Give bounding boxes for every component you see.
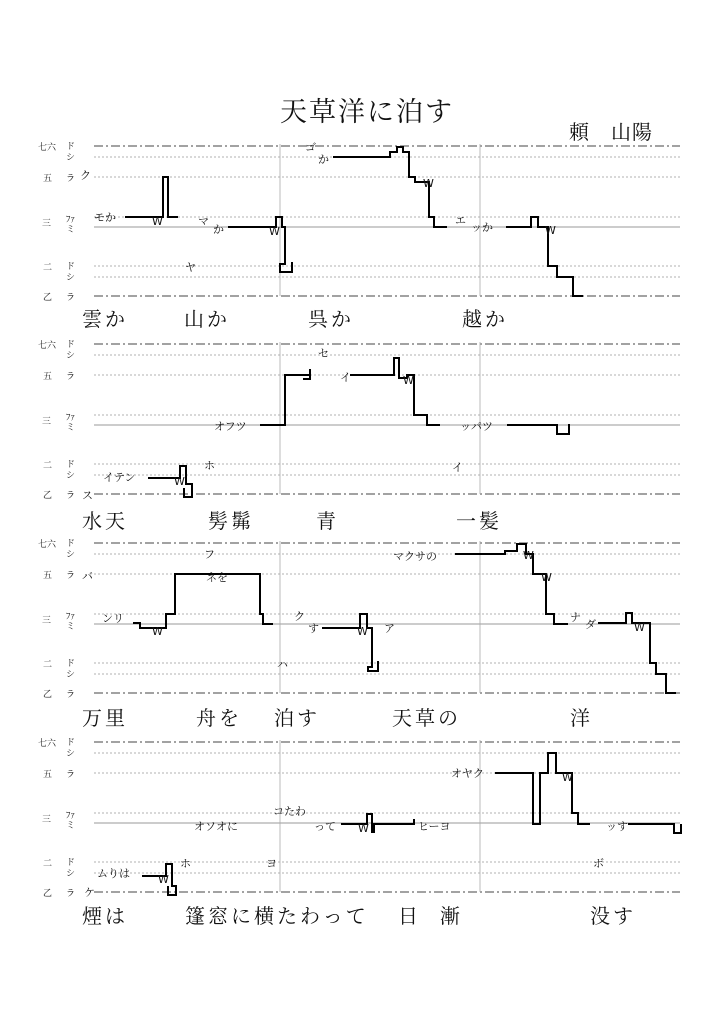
scale-label: 五 xyxy=(43,174,53,184)
melody-syllable: ア xyxy=(384,622,395,635)
lyric-text: 越か xyxy=(462,307,508,331)
scale-label: ド xyxy=(66,262,76,272)
melody-syllable: ゴ xyxy=(305,141,316,154)
scale-label: 七六 xyxy=(38,143,57,153)
melody-line xyxy=(455,544,568,624)
melody-syllable: ネを xyxy=(206,571,228,584)
melody-syllable: オフツ xyxy=(214,420,247,433)
lyric-text: 一髪 xyxy=(456,509,502,533)
lyric-text: 髣髴 xyxy=(208,509,254,533)
melody-line xyxy=(260,369,310,425)
melody-syllable: ホ xyxy=(180,857,191,870)
melody-wave-mark: W xyxy=(158,873,169,886)
syllable-text xyxy=(80,141,636,928)
melody-wave-mark: W xyxy=(634,621,645,634)
melody-line xyxy=(148,466,192,497)
scale-label: 二 xyxy=(43,263,53,273)
lyric-text: 洋 xyxy=(570,706,593,730)
scale-label: 乙 xyxy=(43,491,53,501)
lyric-text: 青 xyxy=(316,509,339,533)
melody-syllable: オソオに xyxy=(194,820,238,833)
melody-syllable: ンリ xyxy=(102,612,124,625)
lyric-text: 山か xyxy=(184,307,230,331)
melody-syllable: ヤ xyxy=(185,261,196,274)
melody-syllable: って xyxy=(314,820,336,833)
melody-syllable: イ xyxy=(452,461,463,474)
scale-label: 二 xyxy=(43,859,53,869)
melody-syllable: モか xyxy=(94,211,116,224)
scale-label: 三 xyxy=(42,219,52,229)
lyric-text: 篷窓に横たわって xyxy=(185,904,369,928)
staff-lines xyxy=(94,144,680,892)
scale-label: ﾌｧ xyxy=(66,215,76,225)
scale-label: シ xyxy=(66,351,76,361)
scale-label: ラ xyxy=(66,491,76,501)
melody-syllable: フ xyxy=(204,548,215,561)
scale-label: 乙 xyxy=(43,293,53,303)
scale-label: 七六 xyxy=(38,540,57,550)
melody-wave-mark: W xyxy=(357,625,368,638)
scale-label: 五 xyxy=(43,372,53,382)
scale-label: ド xyxy=(66,460,76,470)
lyric-text: 天草の xyxy=(392,706,461,730)
melody-syllable: ヒーヨ xyxy=(418,820,451,833)
melody-syllable: ク xyxy=(294,610,305,623)
melody-line xyxy=(341,814,414,832)
lyric-text: 没す xyxy=(590,904,636,928)
melody-syllable: マクサの xyxy=(393,550,437,563)
scale-label: ド xyxy=(66,340,76,350)
melody-syllable: ダ xyxy=(585,618,596,631)
melody-line xyxy=(125,177,178,217)
scale-label: 乙 xyxy=(43,889,53,899)
melody-syllable: エ xyxy=(455,214,466,227)
lyric-text: 煙は xyxy=(82,904,128,928)
lyric-text: 雲か xyxy=(82,307,128,331)
melody-wave-mark: W xyxy=(269,225,280,238)
scale-label: ラ xyxy=(66,372,76,382)
melody-line xyxy=(628,824,681,833)
page-title: 天草洋に泊す xyxy=(280,97,454,128)
scale-label: シ xyxy=(66,471,76,481)
scale-label: ラ xyxy=(66,174,76,184)
melody-syllable: ボ xyxy=(593,857,604,870)
scale-label: ミ xyxy=(66,622,76,632)
melody-syllable: イ xyxy=(340,371,351,384)
melody-wave-mark: W xyxy=(541,571,552,584)
scale-label: 三 xyxy=(42,815,52,825)
melody-syllable: ケ xyxy=(84,886,95,899)
scale-label: ﾌｧ xyxy=(66,612,76,622)
melody-wave-mark: W xyxy=(545,224,556,237)
lyric-text: 万里 xyxy=(82,706,128,730)
melody-syllable: す xyxy=(308,622,319,635)
melody-syllable: ホ xyxy=(204,459,215,472)
scale-label: シ xyxy=(66,749,76,759)
melody-syllable: か xyxy=(318,153,329,166)
scale-label: 七六 xyxy=(38,739,57,749)
scale-label: ド xyxy=(66,738,76,748)
scale-label: 乙 xyxy=(43,690,53,700)
melody-syllable: ムりは xyxy=(97,867,130,880)
melody-syllable: ッす xyxy=(606,820,628,833)
scale-labels xyxy=(38,141,75,899)
scale-label: シ xyxy=(66,869,76,879)
scale-label: ド xyxy=(66,858,76,868)
scale-label: ラ xyxy=(66,889,76,899)
scale-label: ﾌｧ xyxy=(66,413,76,423)
melody-syllable: か xyxy=(213,223,224,236)
scale-label: ラ xyxy=(66,770,76,780)
melody-wave-mark: W xyxy=(152,215,163,228)
scale-label: ド xyxy=(66,659,76,669)
scale-label: ド xyxy=(66,142,76,152)
scale-label: ラ xyxy=(66,690,76,700)
scale-label: 五 xyxy=(43,571,53,581)
scale-label: ﾌｧ xyxy=(66,811,76,821)
melody-line xyxy=(228,217,292,272)
melody-syllable: マ xyxy=(198,215,209,228)
melody-syllable: ッパツ xyxy=(460,420,493,433)
author-name: 頼 山陽 xyxy=(569,120,653,144)
scale-label: ミ xyxy=(66,821,76,831)
scale-label: シ xyxy=(66,273,76,283)
melody-syllable: ク xyxy=(80,169,91,182)
melody-syllable: バ xyxy=(82,570,93,583)
melody-wave-mark: W xyxy=(152,625,163,638)
lyric-text: 日 xyxy=(398,904,421,928)
scale-label: ラ xyxy=(66,571,76,581)
melody-wave-mark: W xyxy=(358,822,369,835)
melody-wave-mark: W xyxy=(562,771,573,784)
melody-syllable: イテン xyxy=(103,471,136,484)
scale-label: ド xyxy=(66,539,76,549)
scale-label: 二 xyxy=(43,461,53,471)
lyric-text: 水天 xyxy=(82,509,128,533)
lyric-text: 泊す xyxy=(274,706,320,730)
melody-wave-mark: W xyxy=(523,549,534,562)
melody-syllable: オヤク xyxy=(451,767,484,780)
scale-label: 二 xyxy=(43,660,53,670)
scale-label: 三 xyxy=(42,417,52,427)
lyric-text: 舟を xyxy=(196,706,242,730)
scale-label: ミ xyxy=(66,423,76,433)
melody-syllable: セ xyxy=(318,347,329,360)
scale-label: シ xyxy=(66,550,76,560)
melody-wave-mark: W xyxy=(403,374,414,387)
scale-label: ミ xyxy=(66,225,76,235)
melody-wave-mark: W xyxy=(423,177,434,190)
melody-line xyxy=(507,424,569,434)
scale-label: シ xyxy=(66,153,76,163)
melody-syllable: ヨ xyxy=(266,857,277,870)
scale-label: シ xyxy=(66,670,76,680)
scale-label: 五 xyxy=(43,770,53,780)
scale-label: 七六 xyxy=(38,341,57,351)
melody-syllable: ッか xyxy=(471,221,493,234)
scale-label: 三 xyxy=(42,616,52,626)
melody-wave-mark: W xyxy=(174,475,185,488)
lyric-text: 呉か xyxy=(308,307,354,331)
lyric-text: 漸 xyxy=(440,904,463,928)
melody-line xyxy=(133,574,273,628)
melody-syllable: ハ xyxy=(277,658,288,671)
melody-syllable: ナ xyxy=(570,611,581,624)
melody-syllable: ス xyxy=(82,489,93,502)
melody-syllable: コたわ xyxy=(273,805,306,818)
melody-line xyxy=(322,614,378,671)
scale-label: ラ xyxy=(66,293,76,303)
